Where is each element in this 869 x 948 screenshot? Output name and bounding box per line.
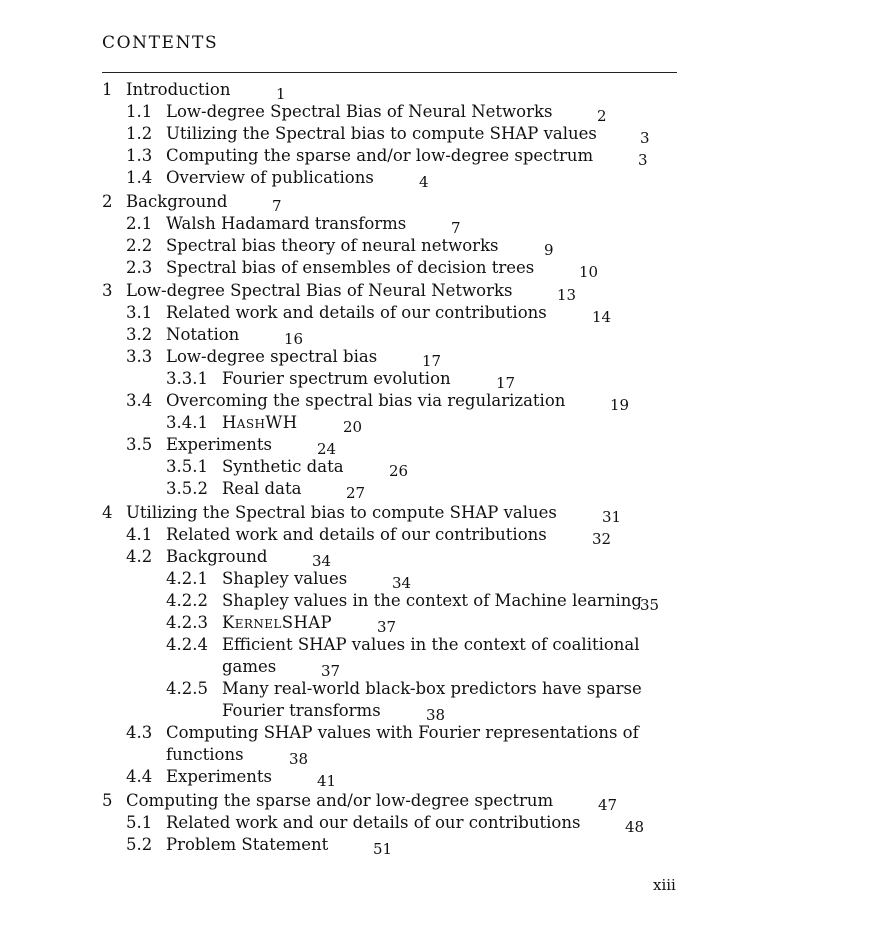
toc-entry-page: 38 bbox=[289, 750, 309, 768]
toc-entry-page: 14 bbox=[592, 308, 612, 326]
toc-entry-number: 1.2 bbox=[126, 124, 153, 143]
toc-entry-page: 35 bbox=[640, 596, 660, 614]
toc-entry-title: Computing the sparse and/or low-degree spectrum bbox=[126, 791, 554, 810]
toc-entry-number: 1.1 bbox=[126, 102, 153, 121]
toc-entry-number: 3.1 bbox=[126, 303, 153, 322]
toc-entry-number: 4.2.5 bbox=[166, 679, 208, 698]
toc-entry-title: Experiments bbox=[166, 767, 272, 786]
toc-entry-page: 19 bbox=[610, 396, 630, 414]
toc-entry-title: Related work and details of our contributions bbox=[166, 303, 547, 322]
toc-entry-page: 24 bbox=[317, 440, 337, 458]
toc-entry-number: 5.2 bbox=[126, 835, 153, 854]
toc-entry-number: 3 bbox=[102, 281, 113, 300]
toc-entry-page: 2 bbox=[597, 107, 607, 125]
toc-entry-title: Background bbox=[166, 547, 268, 566]
toc-entry-title: Synthetic data bbox=[222, 457, 344, 476]
toc-entry-number: 4.2.3 bbox=[166, 613, 208, 632]
toc-entry-title: Fourier spectrum evolution bbox=[222, 369, 451, 388]
toc-entry-title: Related work and our details of our contributions bbox=[166, 813, 581, 832]
toc-entry-title: Notation bbox=[166, 325, 240, 344]
toc-entry-page: 10 bbox=[579, 263, 599, 281]
toc-entry-number: 4.1 bbox=[126, 525, 153, 544]
toc-entry-title: Utilizing the Spectral bias to compute SHAP values bbox=[126, 503, 557, 522]
toc-entry-number: 3.5 bbox=[126, 435, 153, 454]
toc-entry-title: Introduction bbox=[126, 80, 231, 99]
toc-entry-page: 4 bbox=[419, 173, 429, 191]
toc-entry-number: 1.3 bbox=[126, 146, 153, 165]
toc-entry-title: Spectral bias of ensembles of decision trees bbox=[166, 258, 535, 277]
toc-entry-number: 3.4.1 bbox=[166, 413, 208, 432]
toc-entry-number: 2.1 bbox=[126, 214, 153, 233]
toc-entry-page: 32 bbox=[592, 530, 612, 548]
toc-entry-page: 48 bbox=[625, 818, 645, 836]
toc-entry-number: 3.5.2 bbox=[166, 479, 208, 498]
toc-entry-number: 3.2 bbox=[126, 325, 153, 344]
toc-entry-title: HashWH bbox=[222, 413, 298, 432]
toc-entry-title: Shapley values in the context of Machine learning bbox=[222, 591, 642, 610]
toc-entry-number: 4 bbox=[102, 503, 113, 522]
toc-entry-title: Problem Statement bbox=[166, 835, 329, 854]
toc-entry-number: 3.3.1 bbox=[166, 369, 208, 388]
toc-entry-number: 4.2.1 bbox=[166, 569, 208, 588]
toc-entry-title: Efficient SHAP values in the context of coalitional bbox=[222, 635, 640, 654]
toc-entry-page: 51 bbox=[373, 840, 393, 858]
toc-entry-number: 1 bbox=[102, 80, 113, 99]
toc-entry-number: 4.2 bbox=[126, 547, 153, 566]
toc-entry-number: 1.4 bbox=[126, 168, 153, 187]
toc-entry-title: Utilizing the Spectral bias to compute SHAP values bbox=[166, 124, 597, 143]
toc-entry-page: 38 bbox=[426, 706, 446, 724]
toc-entry-page: 13 bbox=[557, 286, 577, 304]
toc-entry-number: 2.3 bbox=[126, 258, 153, 277]
toc-entry-number: 3.5.1 bbox=[166, 457, 208, 476]
toc-entry-number: 5.1 bbox=[126, 813, 153, 832]
toc-entry-page: 37 bbox=[321, 662, 341, 680]
toc-entry-page: 16 bbox=[284, 330, 304, 348]
toc-entry-title: Many real-world black-box predictors have sparse bbox=[222, 679, 642, 698]
toc-entry-page: 17 bbox=[422, 352, 442, 370]
toc-entry-page: 27 bbox=[346, 484, 366, 502]
toc-entry-page: 37 bbox=[377, 618, 397, 636]
toc-entry-number: 3.4 bbox=[126, 391, 153, 410]
toc-entry-number: 4.3 bbox=[126, 723, 153, 742]
toc-entry-title: Spectral bias theory of neural networks bbox=[166, 236, 499, 255]
page-number: xiii bbox=[653, 876, 676, 894]
toc-entry-page: 9 bbox=[544, 241, 554, 259]
toc-entry-title: Overview of publications bbox=[166, 168, 374, 187]
toc-entry-page: 34 bbox=[312, 552, 332, 570]
toc-entry-page: 3 bbox=[638, 151, 648, 169]
toc-entry-number: 3.3 bbox=[126, 347, 153, 366]
page-title: CONTENTS bbox=[102, 33, 219, 53]
toc-entry-page: 20 bbox=[343, 418, 363, 436]
toc-entry-page: 31 bbox=[602, 508, 622, 526]
toc-entry-number: 5 bbox=[102, 791, 113, 810]
toc-entry-title: Low-degree spectral bias bbox=[166, 347, 378, 366]
toc-entry-page: 3 bbox=[640, 129, 650, 147]
toc-entry-number: 4.2.2 bbox=[166, 591, 208, 610]
toc-entry-page: 26 bbox=[389, 462, 409, 480]
toc-entry-number: 4.4 bbox=[126, 767, 153, 786]
toc-entry-page: 7 bbox=[451, 219, 461, 237]
toc-entry-page: 41 bbox=[317, 772, 337, 790]
toc-entry-page: 34 bbox=[392, 574, 412, 592]
toc-entry-title: Computing the sparse and/or low-degree spectrum bbox=[166, 146, 594, 165]
toc-entry-number: 2.2 bbox=[126, 236, 153, 255]
toc-entry-title: Low-degree Spectral Bias of Neural Networks bbox=[166, 102, 553, 121]
toc-entry-title-continued: games bbox=[222, 657, 277, 676]
toc-entry-title: Computing SHAP values with Fourier representations of bbox=[166, 723, 639, 742]
toc-entry-number: 2 bbox=[102, 192, 113, 211]
toc-entry-page: 47 bbox=[598, 796, 618, 814]
toc-entry-page: 7 bbox=[272, 197, 282, 215]
toc-entry-title: Background bbox=[126, 192, 228, 211]
toc-entry-title: Overcoming the spectral bias via regularization bbox=[166, 391, 566, 410]
toc-entry-title: KernelSHAP bbox=[222, 613, 333, 632]
toc-entry-page: 17 bbox=[496, 374, 516, 392]
toc-entry-title-continued: functions bbox=[166, 745, 244, 764]
toc-entry-title: Walsh Hadamard transforms bbox=[166, 214, 407, 233]
toc-entry-page: 1 bbox=[276, 85, 286, 103]
toc-entry-title: Shapley values bbox=[222, 569, 348, 588]
toc-entry-title-continued: Fourier transforms bbox=[222, 701, 381, 720]
toc-entry-title: Experiments bbox=[166, 435, 272, 454]
toc-entry-title: Real data bbox=[222, 479, 302, 498]
toc-entry-title: Low-degree Spectral Bias of Neural Networks bbox=[126, 281, 513, 300]
toc-entry-number: 4.2.4 bbox=[166, 635, 208, 654]
toc-entry-title: Related work and details of our contributions bbox=[166, 525, 547, 544]
